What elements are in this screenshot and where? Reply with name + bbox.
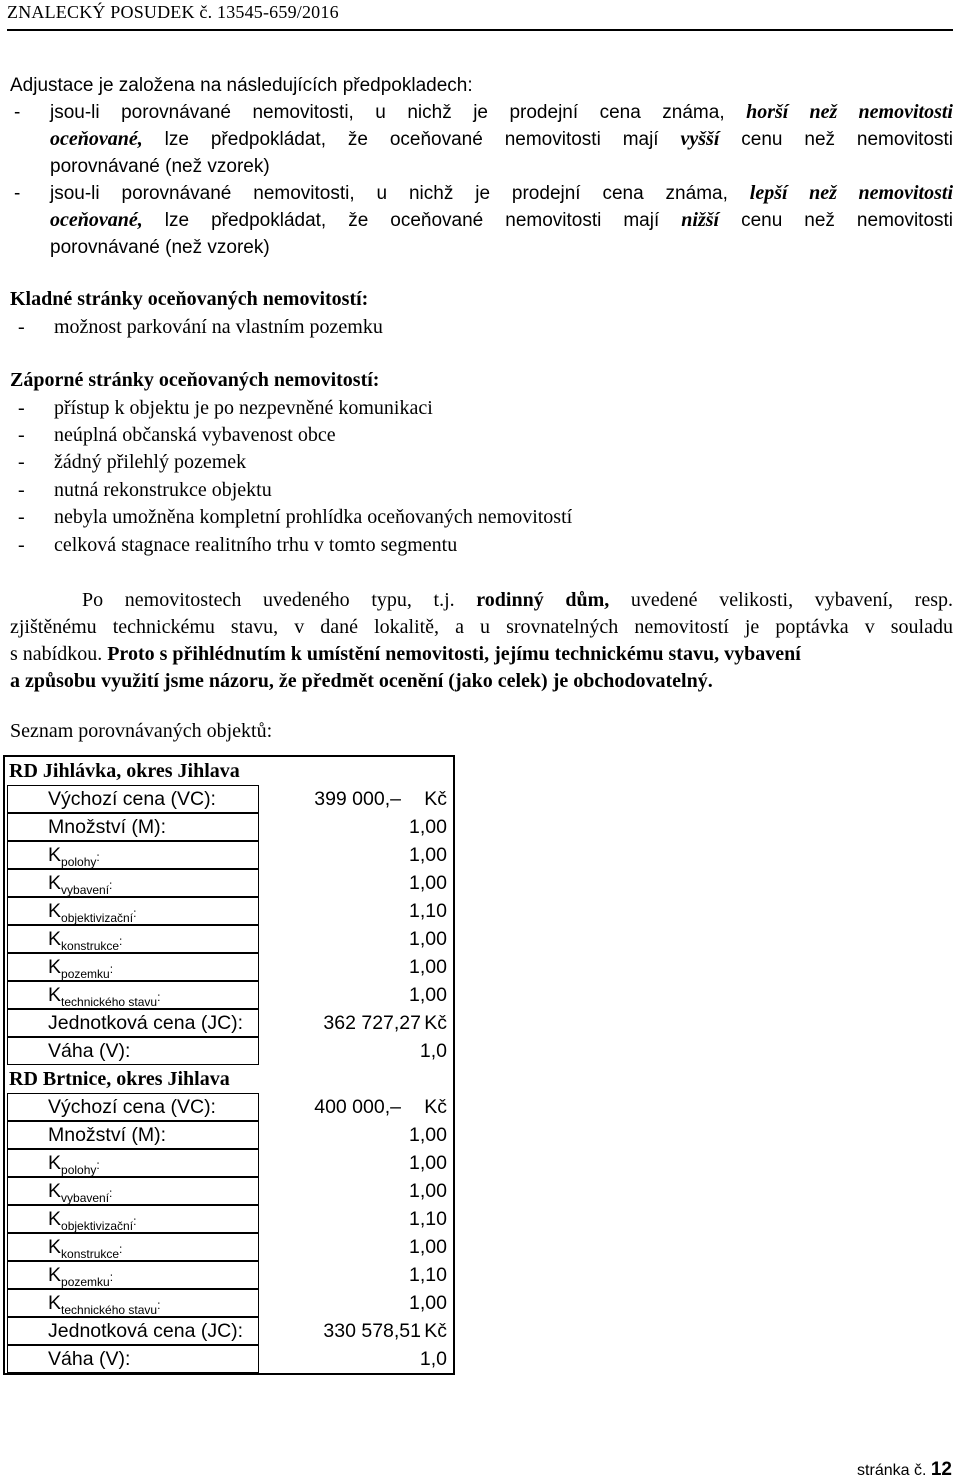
row-label: $K_{konstrukce}$: <box>7 925 259 953</box>
bullet-dash: - <box>18 506 25 528</box>
table-row <box>5 953 453 981</box>
table-row <box>5 1177 453 1205</box>
negative-item: přístup k objektu je po nezpevněné komunikaci <box>54 397 433 419</box>
row-value: 1,00 <box>409 844 447 866</box>
conclusion-line-3: s nabídkou. Proto s přihlédnutím k umístění nemovitosti, jejímu technickému stavu, vybavení <box>10 643 801 665</box>
row-value: 1,0 <box>419 1040 447 1062</box>
table-row <box>5 1037 453 1065</box>
row-label: Množství (M): <box>7 813 259 841</box>
page-number: 12 <box>930 1459 952 1480</box>
negatives-title: Záporné stránky oceňovaných nemovitostí: <box>10 369 380 391</box>
row-value: 1,00 <box>409 1180 447 1202</box>
table-row <box>5 1093 453 1121</box>
bullet-2-line-2: oceňované, lze předpokládat, že oceňované nemovitosti mají nižší cenu než nemovitosti <box>50 209 954 231</box>
object-name: RD Jihlávka, okres Jihlava <box>9 760 240 782</box>
table-row <box>5 1233 453 1261</box>
row-label: $K_{polohy}$: <box>7 841 259 869</box>
row-label: $K_{pozemku}$: <box>7 1261 259 1289</box>
negative-item: neúplná občanská vybavenost obce <box>54 424 336 446</box>
row-value: 1,00 <box>409 1152 447 1174</box>
row-value: 1,10 <box>409 1208 447 1230</box>
table-row <box>5 841 453 869</box>
conclusion-line-2: zjištěnému technickému stavu, v dané lokalitě, a u srovnatelných nemovitostí je poptávka v souladu <box>10 616 953 638</box>
page-label: stránka č. <box>857 1462 927 1479</box>
negative-item: žádný přilehlý pozemek <box>54 451 247 473</box>
row-value: 1,00 <box>409 984 447 1006</box>
table-row <box>5 1121 453 1149</box>
bullet-dash: - <box>14 102 21 123</box>
bullet-dash: - <box>18 316 25 338</box>
negative-item: nebyla umožněna kompletní prohlídka oceňovaných nemovitostí <box>54 506 573 528</box>
table-row <box>5 1009 453 1037</box>
bullet-dash: - <box>18 534 25 556</box>
row-label: Množství (M): <box>7 1121 259 1149</box>
row-label: Jednotková cena (JC): <box>7 1009 259 1037</box>
row-value: 1,00 <box>409 1292 447 1314</box>
table-row <box>5 1317 453 1345</box>
positives-title: Kladné stránky oceňovaných nemovitostí: <box>10 288 369 310</box>
row-label: Váha (V): <box>7 1037 259 1065</box>
table-row <box>5 869 453 897</box>
adjustace-intro: Adjustace je založena na následujících předpokladech: <box>10 75 473 96</box>
table-row <box>5 813 453 841</box>
page-header <box>7 2 953 28</box>
row-value: 400 000,– Kč <box>314 1096 447 1118</box>
bullet-1-line-3: porovnávané (než vzorek) <box>50 156 270 177</box>
bullet-dash: - <box>14 183 21 204</box>
table-row <box>5 981 453 1009</box>
row-label: $K_{vybavení}$: <box>7 1177 259 1205</box>
table-row <box>5 1149 453 1177</box>
row-value: 330 578,51 Kč <box>323 1320 447 1342</box>
conclusion-line-4: a způsobu využití jsme názoru, že předmět ocenění (jako celek) je obchodovatelný. <box>10 670 713 692</box>
row-label: $K_{objektivizační}$: <box>7 897 259 925</box>
row-value: 1,00 <box>409 872 447 894</box>
row-value: 1,00 <box>409 1124 447 1146</box>
row-value: 1,00 <box>409 1236 447 1258</box>
object-heading <box>5 757 453 785</box>
row-label: Výchozí cena (VC): <box>7 785 259 813</box>
bullet-1-line-2: oceňované, lze předpokládat, že oceňované nemovitosti mají vyšší cenu než nemovitosti <box>50 128 954 150</box>
bullet-dash: - <box>18 451 25 473</box>
bullet-1-line-1: jsou-li porovnávané nemovitosti, u nichž je prodejní cena známa, horší než nemovitosti <box>50 101 953 123</box>
table-row <box>5 1205 453 1233</box>
table-row <box>5 1345 453 1373</box>
bullet-dash: - <box>18 479 25 501</box>
row-value: 362 727,27 Kč <box>323 1012 447 1034</box>
row-label: Výchozí cena (VC): <box>7 1093 259 1121</box>
page-footer <box>857 1459 952 1481</box>
table-row <box>5 785 453 813</box>
row-value: 1,10 <box>409 1264 447 1286</box>
row-label: $K_{pozemku}$: <box>7 953 259 981</box>
negative-item: nutná rekonstrukce objektu <box>54 479 272 501</box>
row-label: Váha (V): <box>7 1345 259 1373</box>
row-label: $K_{vybavení}$: <box>7 869 259 897</box>
row-value: 1,00 <box>409 956 447 978</box>
negative-item: celková stagnace realitního trhu v tomto segmentu <box>54 534 458 556</box>
report-title: ZNALECKÝ POSUDEK č. 13545-659/2016 <box>7 2 339 22</box>
header-rule <box>7 29 953 31</box>
bullet-dash: - <box>18 424 25 446</box>
row-value: 399 000,– Kč <box>314 788 447 810</box>
row-value: 1,00 <box>409 928 447 950</box>
comparison-list-title: Seznam porovnávaných objektů: <box>10 720 273 742</box>
comparison-table <box>3 755 455 1375</box>
row-label: $K_{technického stavu}$: <box>7 981 259 1009</box>
conclusion-line-1: Po nemovitostech uvedeného typu, t.j. rodinný dům, uvedené velikosti, vybavení, resp. <box>82 589 953 611</box>
bullet-2-line-3: porovnávané (než vzorek) <box>50 237 270 258</box>
table-row <box>5 897 453 925</box>
table-row <box>5 925 453 953</box>
row-value: 1,10 <box>409 900 447 922</box>
object-name: RD Brtnice, okres Jihlava <box>9 1068 230 1090</box>
positive-item: možnost parkování na vlastním pozemku <box>54 316 383 338</box>
row-label: $K_{polohy}$: <box>7 1149 259 1177</box>
bullet-dash: - <box>18 397 25 419</box>
table-row <box>5 1261 453 1289</box>
bullet-2-line-1: jsou-li porovnávané nemovitosti, u nichž je prodejní cena známa, lepší než nemovitosti <box>50 182 954 204</box>
row-label: $K_{konstrukce}$: <box>7 1233 259 1261</box>
row-label: Jednotková cena (JC): <box>7 1317 259 1345</box>
row-value: 1,0 <box>419 1348 447 1370</box>
row-label: $K_{technického stavu}$: <box>7 1289 259 1317</box>
table-row <box>5 1289 453 1317</box>
object-heading <box>5 1065 453 1093</box>
row-label: $K_{objektivizační}$: <box>7 1205 259 1233</box>
row-value: 1,00 <box>409 816 447 838</box>
